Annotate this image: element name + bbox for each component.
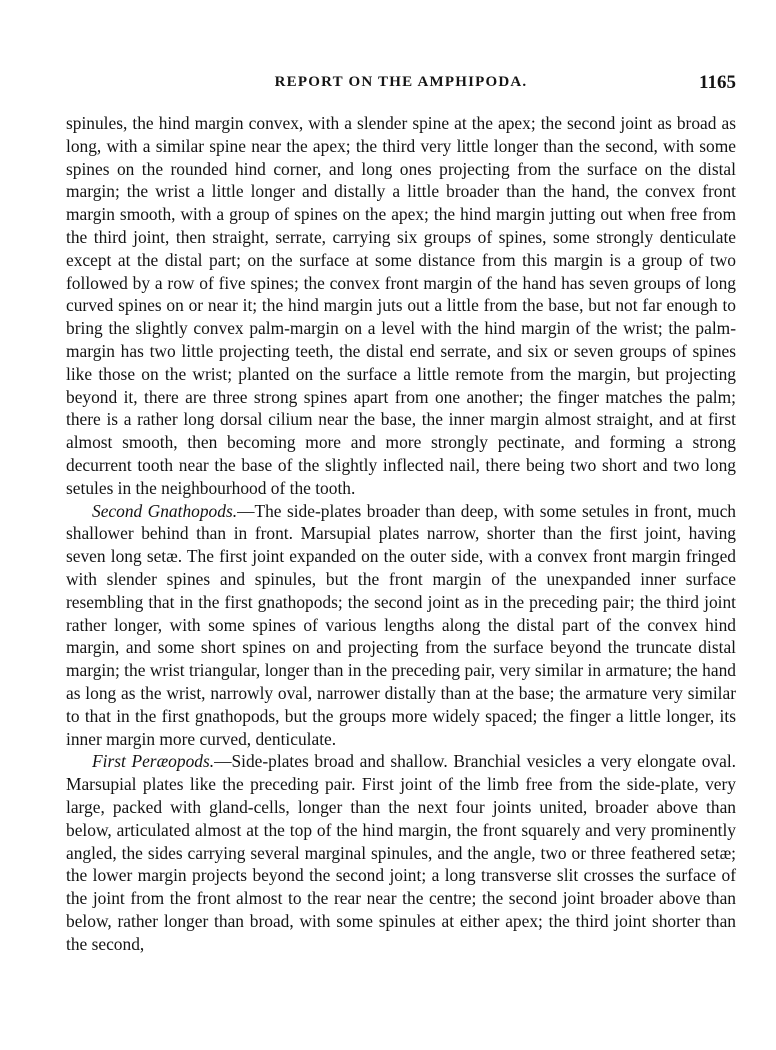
paragraph-second-gnathopods xyxy=(66,500,736,751)
section-heading: First Peræopods. xyxy=(92,751,215,772)
paragraph-text: —The side-plates broader than deep, with some setules in front, much shallower behind than in front. Marsupial plates narrow, shorter than the first joint, having seven long setæ. The first joint expanded on the outer side, with a convex front margin fringed with slender spines and spinules, but the front margin of the unexpanded inner surface resembling that in the first gnathopods; the second joint as in the preceding pair; the third joint rather longer, with some spines of various lengths along the distal part of the convex hind margin, and some short spines on and projecting from the surface beyond the truncate distal margin; the wrist triangular, longer than in the preceding pair, very similar in armature; the hand as long as the wrist, narrowly oval, narrower distally than at the base; the armature very similar to that in the first gnathopods, but the groups more widely spaced; the finger a little longer, its inner margin more curved, denticulate. xyxy=(66,500,736,749)
page-number: 1165 xyxy=(699,72,736,93)
paragraph-first-gnathopods-continued xyxy=(66,112,736,500)
section-heading: Second Gnathopods. xyxy=(92,500,238,521)
running-head xyxy=(66,74,736,100)
body-text xyxy=(66,112,736,955)
paragraph-first-peraeopods xyxy=(66,750,736,955)
paragraph-text: spinules, the hind margin convex, with a slender spine at the apex; the second joint as broad as long, with a similar spine near the apex; the third very little longer than the second, with some spines on the rounded hind corner, and long ones projecting from the surface on the distal margin; the wrist a little longer and distally a little broader than the hand, the convex front margin smooth, with a group of spines on the apex; the hind margin jutting out when free from the third joint, then straight, serrate, carrying six groups of spines, some strongly denticulate except at the distal part; on the surface at some distance from this margin is a group of two followed by a row of five spines; the convex front margin of the hand has seven groups of long curved spines on or near it; the hind margin juts out a little from the base, but not far enough to bring the slightly convex palm-margin on a level with the hind margin of the wrist; the palm-margin has two little projecting teeth, the distal end serrate, and six or seven groups of spines like those on the wrist; planted on the surface a little remote from the margin, but projecting beyond it, there are three strong spines apart from one another; the finger matches the palm; there is a rather long dorsal cilium near the base, the inner margin almost straight, and at first almost smooth, then becoming more and more strongly pectinate, and forming a strong decurrent tooth near the base of the slightly inflected nail, there being two short and two long setules in the neighbourhood of the tooth. xyxy=(66,113,736,498)
paragraph-text: —Side-plates broad and shallow. Branchial vesicles a very elongate oval. Marsupial plates like the preceding pair. First joint of the limb free from the side-plate, very large, packed with gland-cells, longer than the next four joints united, broader above than below, articulated almost at the top of the hind margin, the front squarely and very prominently angled, the sides carrying several marginal spinules, and the angle, two or three feathered setæ; the lower margin projects beyond the second joint; a long transverse slit crosses the surface of the joint from the front almost to the rear near the centre; the second joint broader above than below, rather longer than broad, with some spinules at either apex; the third joint shorter than the second, xyxy=(66,751,737,954)
running-title: REPORT ON THE AMPHIPODA. xyxy=(274,74,528,90)
